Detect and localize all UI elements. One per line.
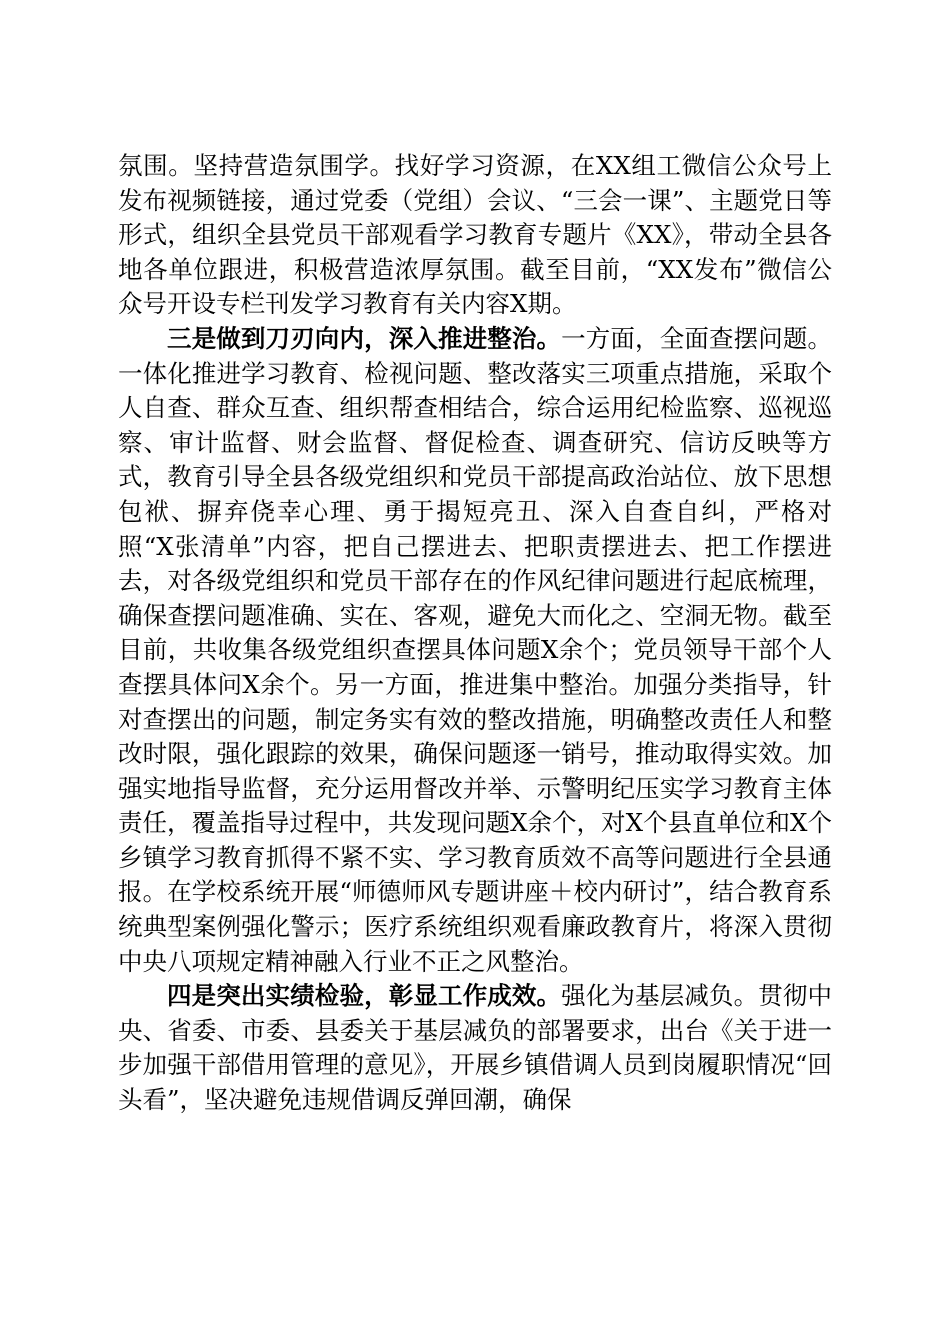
document-body bbox=[118, 149, 832, 1118]
paragraph-continuation bbox=[118, 149, 832, 322]
paragraph-text: 氛围。坚持营造氛围学。找好学习资源，在XX组工微信公众号上发布视频链接，通过党委（党组）会议、“三会一课”、主题党日等形式，组织全县党员干部观看学习教育专题片《XX》，带动全县各地各单位跟进，积极营造浓厚氛围。截至目前，“XX发布”微信公众号开设专栏刊发学习教育有关内容X期。 bbox=[118, 151, 832, 319]
section-three-heading: 三是做到刀刃向内，深入推进整治。 bbox=[167, 323, 562, 353]
paragraph-section-four bbox=[118, 979, 832, 1117]
section-four-heading: 四是突出实绩检验，彰显工作成效。 bbox=[167, 981, 562, 1011]
paragraph-text: 强化为基层减负。贯彻中央、省委、市委、县委关于基层减负的部署要求，出台《关于进一步加强干部借用管理的意见》，开展乡镇借调人员到岗履职情况“回头看”，坚决避免违规借调反弹回潮，确保 bbox=[118, 981, 833, 1115]
paragraph-section-three bbox=[118, 322, 832, 979]
paragraph-text: 一方面，全面查摆问题。一体化推进学习教育、检视问题、整改落实三项重点措施，采取个人自查、群众互查、组织帮查相结合，综合运用纪检监察、巡视巡察、审计监督、财会监督、督促检查、调查研究、信访反映等方式，教育引导全县各级党组织和党员干部提高政治站位、放下思想包袱、摒弃侥幸心理、勇于揭短亮丑、深入自查自纠，严格对照“X张清单”内容，把自己摆进去、把职责摆进去、把工作摆进去，对各级党组织和党员干部存在的作风纪律问题进行起底梳理，确保查摆问题准确、实在、客观，避免大而化之、空洞无物。截至目前，共收集各级党组织查摆具体问题X余个；党员领导干部个人查摆具体问X余个。另一方面，推进集中整治。加强分类指导，针对查摆出的问题，制定务实有效的整改措施，明确整改责任人和整改时限，强化跟踪的效果，确保问题逐一销号，推动取得实效。加强实地指导监督，充分运用督改并举、示警明纪压实学习教育主体责任，覆盖指导过程中，共发现问题X余个，对X个县直单位和X个乡镇学习教育抓得不紧不实、学习教育质效不高等问题进行全县通报。在学校系统开展“师德师风专题讲座＋校内研讨”，结合教育系统典型案例强化警示；医疗系统组织观看廉政教育片，将深入贯彻中央八项规定精神融入行业不正之风整治。 bbox=[118, 323, 833, 976]
